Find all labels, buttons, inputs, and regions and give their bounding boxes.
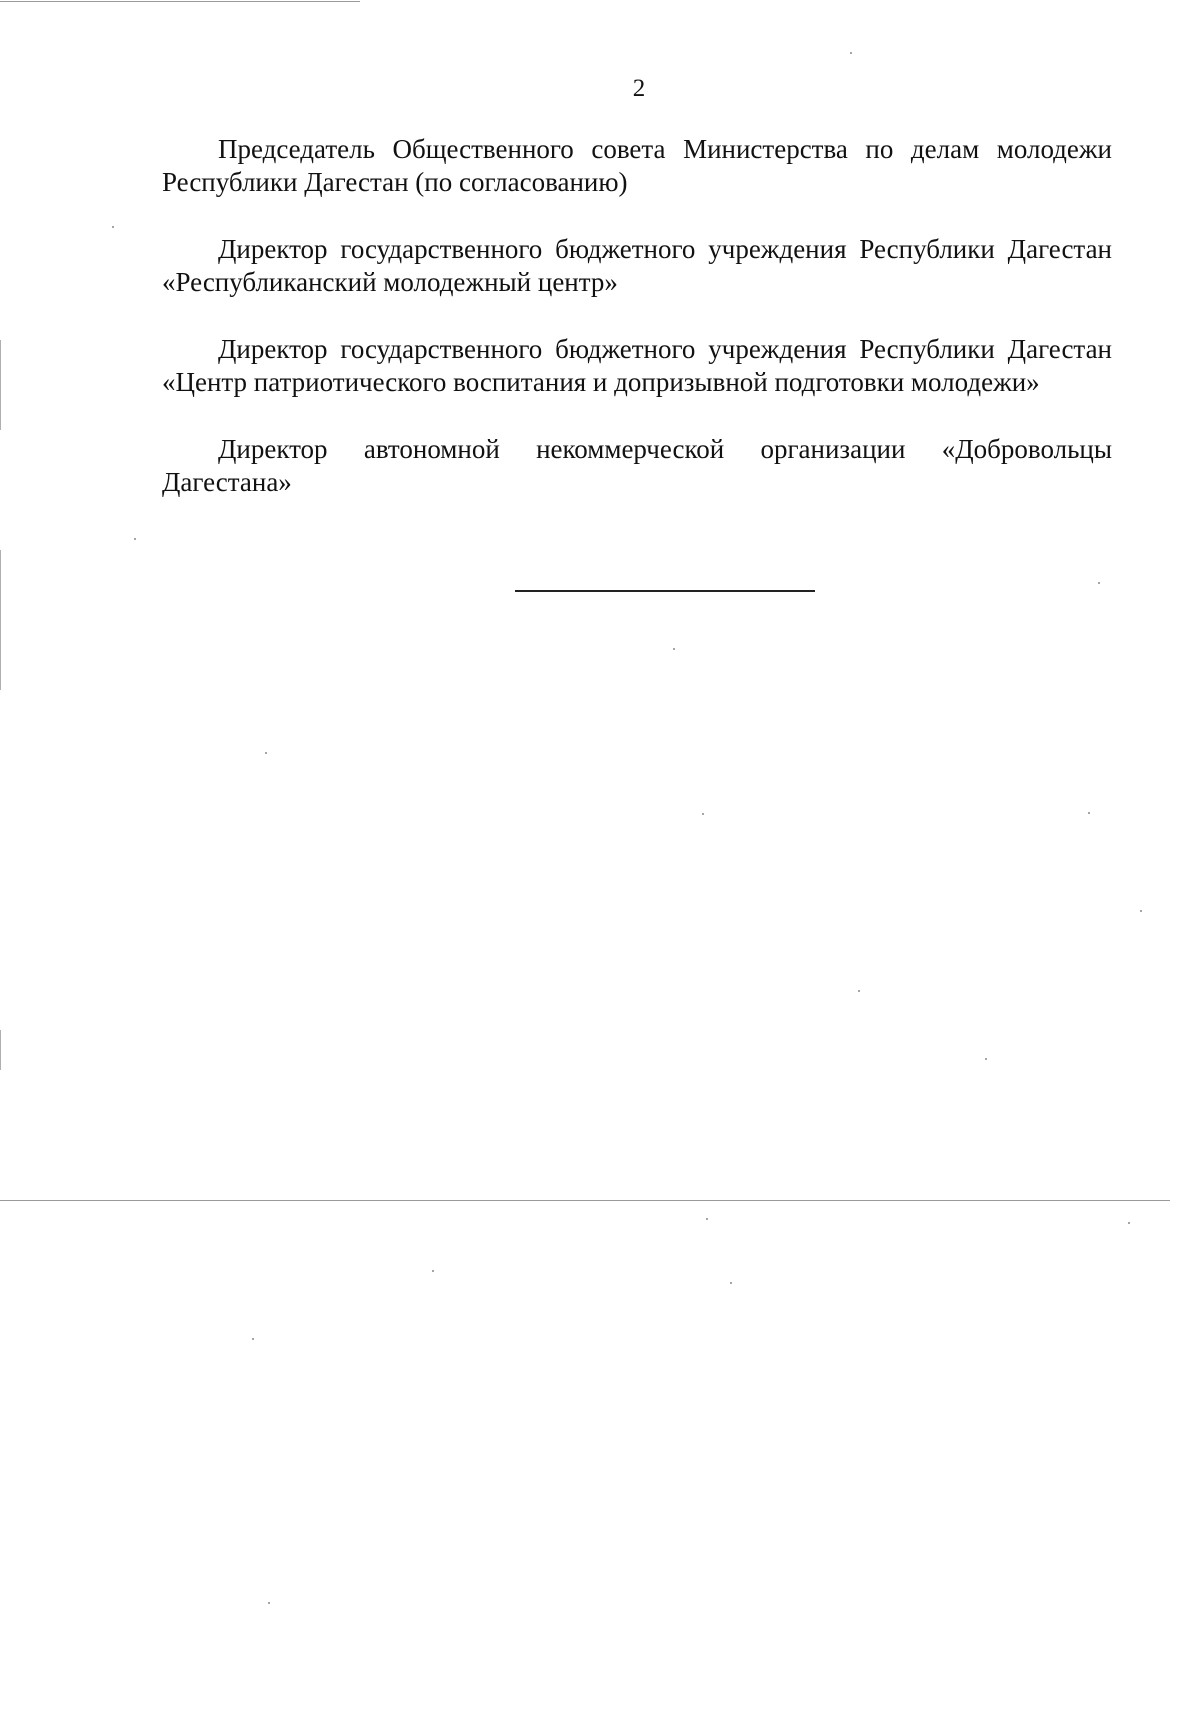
scan-speck (1098, 582, 1100, 584)
scan-speck (702, 813, 704, 815)
scan-speck (265, 752, 267, 754)
scan-speck (432, 1270, 434, 1272)
scan-speck (858, 990, 860, 992)
scan-speck (252, 1338, 254, 1340)
scan-artifact-edge (0, 340, 1, 430)
paragraph-public-council-chair: Председатель Общественного совета Министерства по делам молодежи Республики Дагестан (по согласованию) (162, 134, 1112, 197)
scan-speck (1128, 1222, 1130, 1224)
paragraph-patriotic-center-director: Директор государственного бюджетного учреждения Республики Дагестан «Центр патриотического воспитания и допризывной подготовки молодежи» (162, 334, 1112, 397)
paragraph-volunteers-director: Директор автономной некоммерческой организации «Добровольцы Дагестана» (162, 434, 1112, 497)
scan-artifact-edge (0, 550, 1, 690)
end-separator-line (515, 590, 815, 592)
scan-speck (1088, 812, 1090, 814)
scan-speck (850, 52, 852, 54)
scan-speck (730, 1282, 732, 1284)
scan-artifact-fold-line (0, 1200, 1170, 1201)
scan-speck (706, 1218, 708, 1220)
page-number: 2 (632, 75, 646, 102)
scan-speck (134, 538, 136, 540)
scan-artifact-edge (0, 1030, 1, 1070)
paragraph-youth-center-director: Директор государственного бюджетного учреждения Республики Дагестан «Республиканский молодежный центр» (162, 234, 1112, 297)
scan-speck (673, 648, 675, 650)
scan-artifact-line (0, 1, 360, 2)
scan-speck (985, 1058, 987, 1060)
scan-speck (268, 1602, 270, 1604)
document-body (162, 133, 1112, 533)
scan-speck (1140, 910, 1142, 912)
scan-speck (112, 226, 114, 228)
